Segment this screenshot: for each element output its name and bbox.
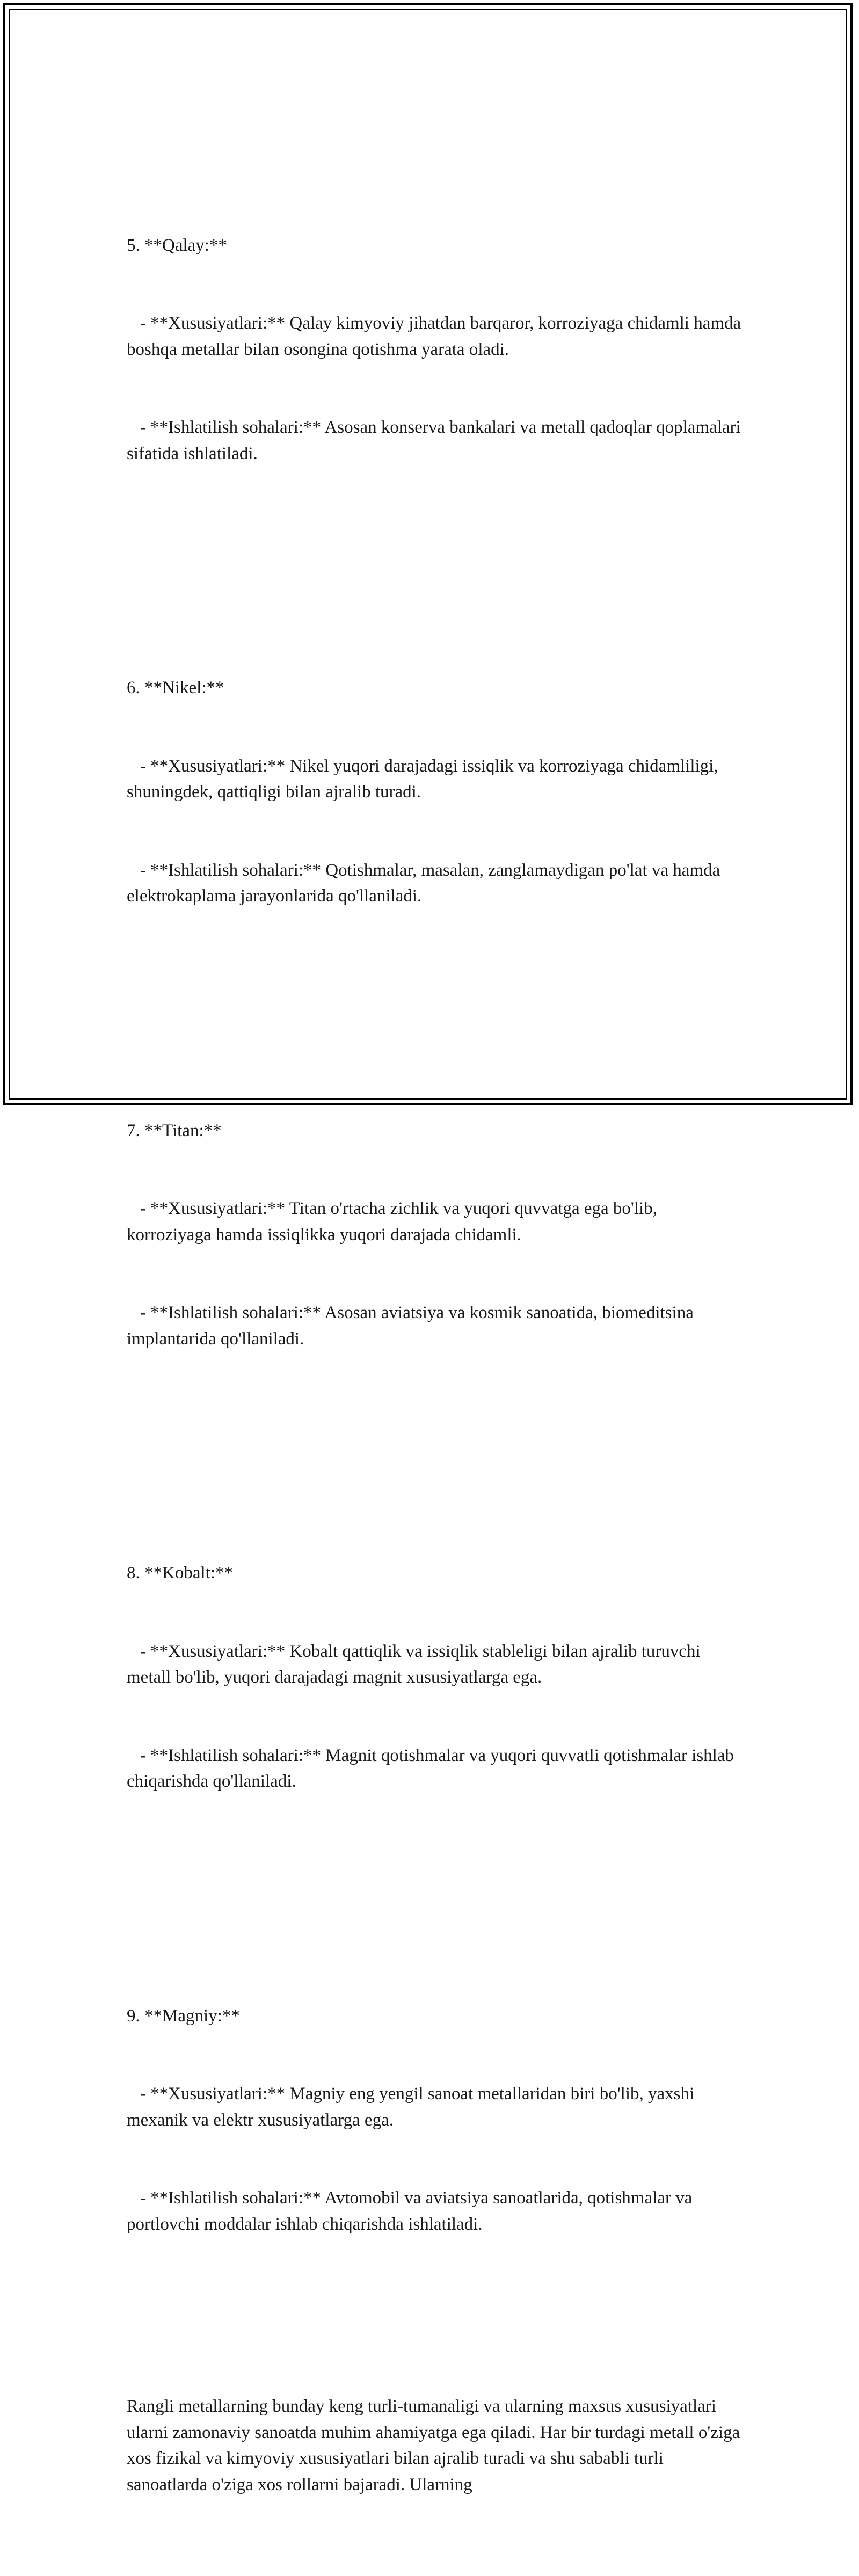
- usage-text: - **Ishlatilish sohalari:** Asosan aviatsiya va kosmik sanoatida, biomeditsina implantarida qo'llaniladi.: [127, 1303, 698, 1349]
- list-item-titan: [127, 1066, 744, 1405]
- properties-text: - **Xususiyatlari:** Magniy eng yengil sanoat metallaridan biri bo'lib, yaxshi mexanik va elektr xususiyatlarga ega.: [127, 2084, 699, 2130]
- section-heading: 7. **Titan:**: [127, 1120, 222, 1140]
- list-item-magniy: [127, 1951, 744, 2290]
- list-item-kobalt: [127, 1508, 744, 1847]
- section-heading: 9. **Magniy:**: [127, 2006, 240, 2026]
- properties-text: - **Xususiyatlari:** Qalay kimyoviy jihatdan barqaror, korroziyaga chidamli hamda boshqa metallar bilan osongina qotishma yarata oladi.: [127, 314, 746, 359]
- properties-text: - **Xususiyatlari:** Kobalt qattiqlik va issiqlik stableligi bilan ajralib turuvchi metall bo'lib, yuqori darajadagi magnit xususiyatlarga ega.: [127, 1641, 705, 1687]
- usage-text: - **Ishlatilish sohalari:** Qotishmalar, masalan, zanglamaydigan po'lat va hamda elektrokaplama jarayonlarida qo'llaniladi.: [127, 860, 725, 906]
- document-body: [127, 102, 744, 2576]
- properties-text: - **Xususiyatlari:** Titan o'rtacha zichlik va yuqori quvvatga ega bo'lib, korroziyaga hamda issiqlikka yuqori darajada chidamli.: [127, 1199, 662, 1245]
- list-item-qalay: [127, 180, 744, 519]
- list-item-nikel: [127, 623, 744, 962]
- section-heading: 8. **Kobalt:**: [127, 1563, 233, 1583]
- section-heading: 5. **Qalay:**: [127, 235, 227, 255]
- properties-text: - **Xususiyatlari:** Nikel yuqori darajadagi issiqlik va korroziyaga chidamliligi, shuningdek, qattiqligi bilan ajralib turadi.: [127, 756, 723, 802]
- usage-text: - **Ishlatilish sohalari:** Avtomobil va aviatsiya sanoatlarida, qotishmalar va portlovchi moddalar ishlab chiqarishda ishlatiladi.: [127, 2188, 697, 2234]
- usage-text: - **Ishlatilish sohalari:** Asosan konserva bankalari va metall qadoqlar qoplamalari sifatida ishlatiladi.: [127, 418, 745, 463]
- closing-paragraph: Rangli metallarning bunday keng turli-tumanaligi va ularning maxsus xususiyatlari ularni zamonaviy sanoatda muhim ahamiyatga ega qiladi. Har bir turdagi metall o'ziga xos fizikal va kimyoviy xususiyatlari bilan ajralib turadi va shu sababli turli sanoatlarda o'ziga xos rollarni bajaradi. Ularning: [127, 2397, 745, 2494]
- section-heading: 6. **Nikel:**: [127, 678, 224, 697]
- usage-text: - **Ishlatilish sohalari:** Magnit qotishmalar va yuqori quvvatli qotishmalar ishlab chiqarishda qo'llaniladi.: [127, 1745, 739, 1791]
